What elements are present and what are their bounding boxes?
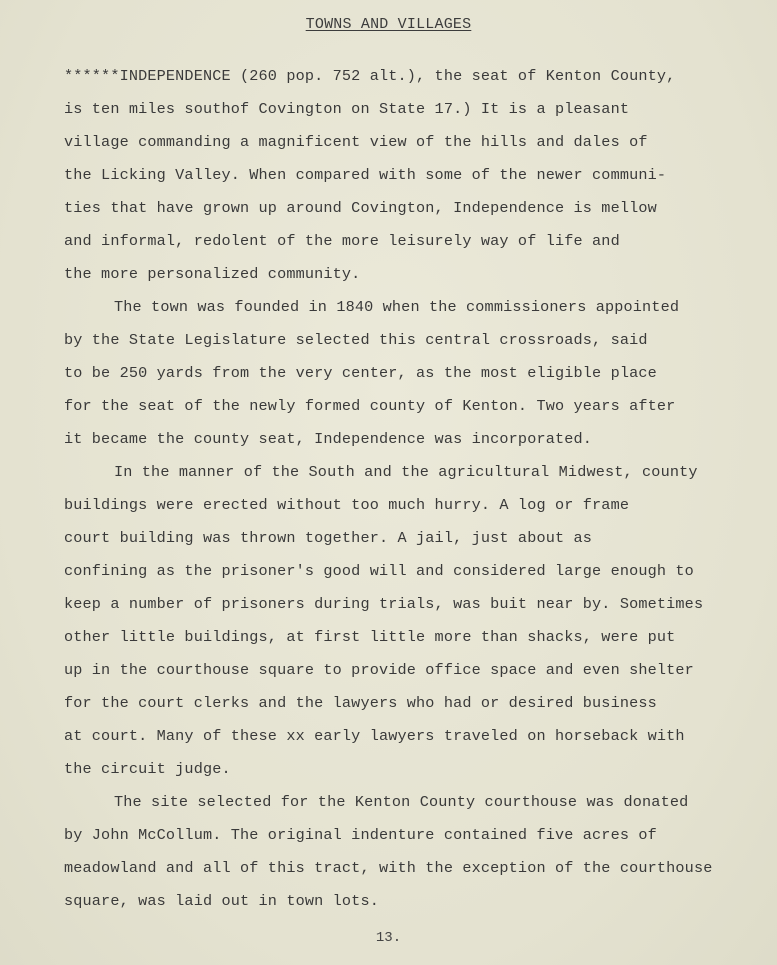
text-line: the circuit judge. [64,760,231,778]
text-line: it became the county seat, Independence was incorporated. [64,430,593,448]
text-line: is ten miles southof Covington on State 17.) It is a pleasant [64,100,630,118]
body-text [64,60,764,918]
text-line: court building was thrown together. A jail, just about as [64,529,593,547]
text-line: square, was laid out in town lots. [64,892,379,910]
text-line: buildings were erected without too much hurry. A log or frame [64,496,630,514]
text-line: ******INDEPENDENCE (260 pop. 752 alt.), the seat of Kenton County, [64,67,676,85]
text-line: the more personalized community. [64,265,361,283]
text-line: for the seat of the newly formed county of Kenton. Two years after [64,397,676,415]
text-line: other little buildings, at first little more than shacks, were put [64,628,676,646]
text-line: the Licking Valley. When compared with some of the newer communi- [64,166,667,184]
page-header: TOWNS AND VILLAGES [305,16,472,33]
text-line: village commanding a magnificent view of the hills and dales of [64,133,648,151]
text-line: up in the courthouse square to provide office space and even shelter [64,661,694,679]
text-line: meadowland and all of this tract, with the exception of the courthouse [64,859,713,877]
text-line: In the manner of the South and the agricultural Midwest, county [114,463,698,481]
text-line: by John McCollum. The original indenture contained five acres of [64,826,657,844]
text-line: by the State Legislature selected this central crossroads, said [64,331,648,349]
text-line: for the court clerks and the lawyers who had or desired business [64,694,657,712]
text-line: The site selected for the Kenton County courthouse was donated [114,793,689,811]
text-line: to be 250 yards from the very center, as the most eligible place [64,364,657,382]
text-line: The town was founded in 1840 when the commissioners appointed [114,298,680,316]
text-line: ties that have grown up around Covington, Independence is mellow [64,199,657,217]
text-line: and informal, redolent of the more leisurely way of life and [64,232,620,250]
text-line: keep a number of prisoners during trials, was buit near by. Sometimes [64,595,704,613]
text-line: confining as the prisoner's good will and considered large enough to [64,562,694,580]
page-number: 13. [375,930,402,946]
text-line: at court. Many of these xx early lawyers traveled on horseback with [64,727,685,745]
